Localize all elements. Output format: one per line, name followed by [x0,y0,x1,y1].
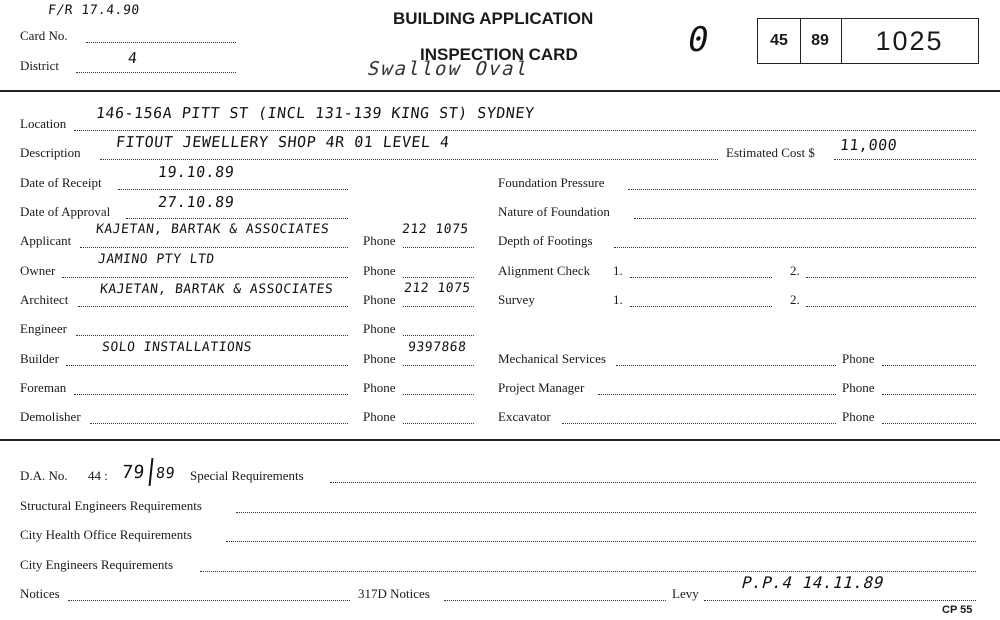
project-manager-field [598,383,836,395]
survey-label: Survey [498,292,535,307]
da-slash [149,458,154,486]
owner-label: Owner [20,263,56,278]
handwritten-title-note: Swallow Oval [365,58,533,80]
box-left: 45 [757,18,801,64]
demolisher-field [90,412,348,424]
applicant-field [80,236,348,248]
engineer-label: Engineer [20,321,67,336]
card-no-label: Card No. [20,28,68,43]
depth-footings-label: Depth of Footings [498,233,593,248]
engineer-field [76,324,348,336]
health-label: City Health Office Requirements [20,527,192,542]
estimated-cost-label: Estimated Cost $ [726,145,815,160]
architect-value: KAJETAN, BARTAK & ASSOCIATES [99,282,334,297]
builder-value: SOLO INSTALLATIONS [101,340,253,355]
alignment-check-label: Alignment Check [498,263,591,278]
description-label: Description [20,145,81,160]
levy-value: P.P.4 14.11.89 [739,573,887,592]
estimated-cost-value: 11,000 [839,136,899,154]
divider-top [0,90,1000,92]
engineer-phone-field [403,324,474,336]
engineer-phone-label: Phone [363,321,396,336]
notices-label: Notices [20,586,60,601]
builder-label: Builder [20,351,59,366]
architect-label: Architect [20,292,69,307]
architect-phone-value: 212 1075 [403,281,472,296]
location-label: Location [20,116,67,131]
survey-one-field [630,295,772,307]
applicant-label: Applicant [20,233,72,248]
notices-317d-label: 317D Notices [358,586,430,601]
health-field [226,530,976,542]
circle-mark: 0 [684,20,713,60]
demolisher-phone-field [403,412,474,424]
builder-phone-field [403,354,474,366]
owner-field [62,266,348,278]
survey-two-label: 2. [790,292,800,307]
architect-phone-label: Phone [363,292,396,307]
excavator-phone-field [882,412,976,424]
card-title-line2: INSPECTION CARD [420,45,578,64]
excavator-phone-label: Phone [842,409,875,424]
da-prefix: 44 : [88,468,108,483]
applicant-phone-value: 212 1075 [401,222,470,237]
foreman-phone-label: Phone [363,380,396,395]
owner-value: JAMINO PTY LTD [97,252,216,267]
location-value: 146-156A PITT ST (INCL 131-139 KING ST) SYDNEY [95,104,536,122]
mechanical-label: Mechanical Services [498,351,606,366]
da-year: 89 [155,464,177,482]
applicant-value: KAJETAN, BARTAK & ASSOCIATES [95,222,330,237]
receipt-label: Date of Receipt [20,175,102,190]
notices-317d-field [444,589,666,601]
demolisher-phone-label: Phone [363,409,396,424]
foreman-phone-field [403,383,474,395]
structural-label: Structural Engineers Requirements [20,498,202,513]
mechanical-phone-label: Phone [842,351,875,366]
foundation-pressure-field [628,178,976,190]
da-value: 79 [120,462,146,483]
builder-field [66,354,348,366]
survey-two-field [806,295,976,307]
approval-value: 27.10.89 [157,193,236,211]
architect-phone-field [403,295,474,307]
divider-bottom [0,439,1000,441]
excavator-label: Excavator [498,409,551,424]
district-label: District [20,58,59,73]
city-engineers-field [200,560,976,572]
depth-footings-field [614,236,976,248]
structural-field [236,501,976,513]
special-requirements-label: Special Requirements [190,468,304,483]
box-number: 1025 [841,18,979,64]
project-manager-phone-label: Phone [842,380,875,395]
city-engineers-label: City Engineers Requirements [20,557,174,572]
survey-one-label: 1. [613,292,623,307]
approval-label: Date of Approval [20,204,111,219]
alignment-two-field [806,266,976,278]
alignment-one-label: 1. [613,263,623,278]
builder-phone-label: Phone [363,351,396,366]
description-value: FITOUT JEWELLERY SHOP 4R 01 LEVEL 4 [115,133,451,151]
foundation-pressure-label: Foundation Pressure [498,175,605,190]
card-note: F/R 17.4.90 [47,3,141,18]
owner-phone-field [403,266,474,278]
nature-foundation-field [634,207,976,219]
alignment-two-label: 2. [790,263,800,278]
levy-label: Levy [672,586,699,601]
applicant-phone-field [403,236,474,248]
receipt-value: 19.10.89 [157,163,236,181]
alignment-one-field [630,266,772,278]
builder-phone-value: 9397868 [407,340,468,355]
da-label: D.A. No. [20,468,68,483]
demolisher-label: Demolisher [20,409,81,424]
card-title-line1: BUILDING APPLICATION [393,9,594,28]
box-mid: 89 [799,18,842,64]
applicant-phone-label: Phone [363,233,396,248]
district-field [76,61,236,73]
form-code: CP 55 [942,604,973,616]
foreman-label: Foreman [20,380,67,395]
special-requirements-field [330,471,976,483]
notices-field [68,589,350,601]
mechanical-field [616,354,836,366]
mechanical-phone-field [882,354,976,366]
excavator-field [562,412,836,424]
project-manager-label: Project Manager [498,380,585,395]
foreman-field [74,383,348,395]
owner-phone-label: Phone [363,263,396,278]
nature-foundation-label: Nature of Foundation [498,204,610,219]
project-manager-phone-field [882,383,976,395]
card-no-field [86,31,236,43]
district-value: 4 [127,49,139,67]
